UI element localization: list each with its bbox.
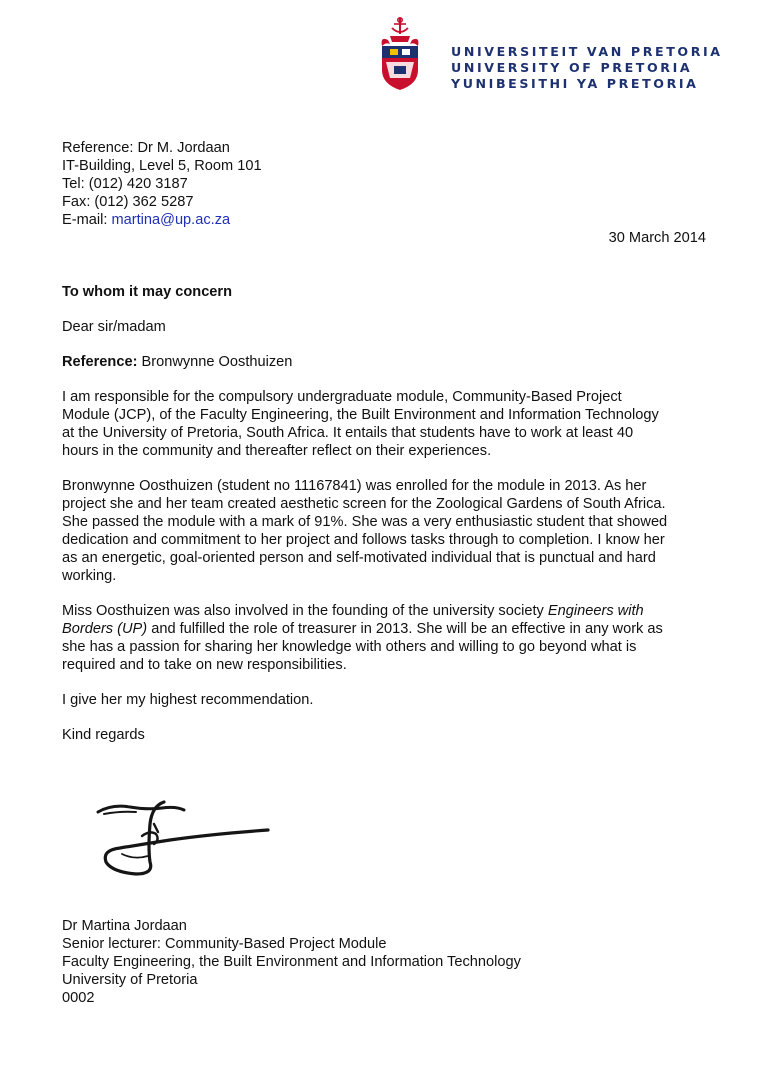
university-name-sepedi: YUNIBESITHI YA PRETORIA <box>451 76 699 91</box>
signatory-university: University of Pretoria <box>62 972 198 988</box>
signatory-name: Dr Martina Jordaan <box>62 918 187 934</box>
society-name-italic: Borders (UP) <box>62 621 148 637</box>
signature-icon <box>92 790 292 890</box>
paragraph-line <box>62 602 714 620</box>
paragraph-line: working. <box>62 568 117 584</box>
signatory-title: Senior lecturer: Community-Based Project Module <box>62 936 387 952</box>
paragraph-society <box>62 602 714 674</box>
paragraph-line: Bronwynne Oosthuizen (student no 11167841) was enrolled for the module in 2013. As her <box>62 478 647 494</box>
sender-email-line <box>62 211 262 229</box>
signature-block <box>62 917 521 1007</box>
paragraph-line: she has a passion for sharing her knowledge with others and willing to go beyond what is <box>62 639 637 655</box>
sender-block <box>62 139 262 229</box>
salutation: Dear sir/madam <box>62 319 166 335</box>
university-name-afrikaans: UNIVERSITEIT VAN PRETORIA <box>451 44 723 59</box>
letter-body <box>62 283 714 744</box>
paragraph-line: She passed the module with a mark of 91%. She was a very enthusiastic student that showed <box>62 514 668 530</box>
paragraph-line: required and to take on new responsibilities. <box>62 657 347 673</box>
paragraph-module <box>62 388 714 460</box>
sender-fax: Fax: (012) 362 5287 <box>62 194 194 210</box>
paragraph-line: I am responsible for the compulsory undergraduate module, Community-Based Project <box>62 389 622 405</box>
university-crest-icon <box>370 16 430 92</box>
recommendation: I give her my highest recommendation. <box>62 692 314 708</box>
text-run: and fulfilled the role of treasurer in 2013. She will be an effective in any work as <box>147 621 663 637</box>
university-name-english: UNIVERSITY OF PRETORIA <box>451 60 693 75</box>
letter-heading: To whom it may concern <box>62 284 233 300</box>
reference-name: Bronwynne Oosthuizen <box>137 354 293 370</box>
signatory-postal-code: 0002 <box>62 990 95 1006</box>
paragraph-line: dedication and commitment to her project and follows tasks through to completion. I know her <box>62 532 665 548</box>
signatory-faculty: Faculty Engineering, the Built Environment and Information Technology <box>62 954 521 970</box>
email-label: E-mail: <box>62 212 112 228</box>
paragraph-line: at the University of Pretoria, South Africa. It entails that students have to work at least 40 <box>62 425 634 441</box>
society-name-italic: Engineers with <box>547 603 644 619</box>
sender-building: IT-Building, Level 5, Room 101 <box>62 158 262 174</box>
letter-date: 30 March 2014 <box>608 230 706 246</box>
paragraph-line: Module (JCP), of the Faculty Engineering, the Built Environment and Information Technology <box>62 407 659 423</box>
sender-tel: Tel: (012) 420 3187 <box>62 176 188 192</box>
paragraph-line: hours in the community and thereafter reflect on their experiences. <box>62 443 492 459</box>
paragraph-line: as an energetic, goal-oriented person and self-motivated individual that is punctual and hard <box>62 550 656 566</box>
email-link[interactable]: martina@up.ac.za <box>111 212 231 228</box>
paragraph-line <box>62 620 714 638</box>
paragraph-student <box>62 477 714 585</box>
reference-label: Reference: <box>62 354 138 370</box>
reference-line <box>62 353 714 371</box>
paragraph-line: project she and her team created aesthetic screen for the Zoological Gardens of South Africa. <box>62 496 666 512</box>
text-run: Miss Oosthuizen was also involved in the founding of the university society <box>62 603 548 619</box>
university-names <box>451 44 723 92</box>
sender-reference: Reference: Dr M. Jordaan <box>62 140 230 156</box>
closing: Kind regards <box>62 727 145 743</box>
